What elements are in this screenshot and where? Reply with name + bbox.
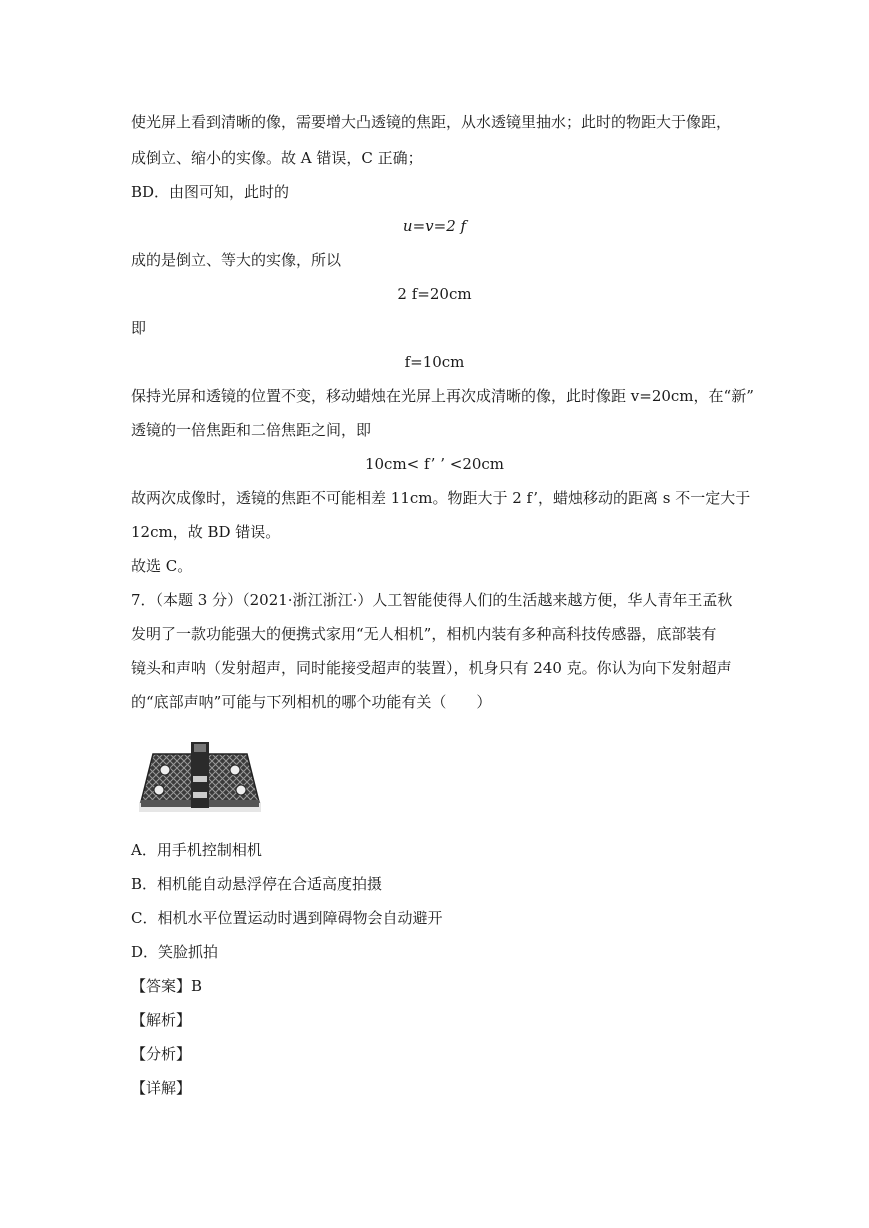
text-line: 透镜的一倍焦距和二倍焦距之间，即	[131, 421, 372, 439]
text-line: 成倒立、缩小的实像。故 A 错误，C 正确；	[131, 149, 423, 167]
text-line: 即	[131, 319, 147, 337]
drone-camera-image	[135, 740, 265, 816]
equation: 2 f=20cm	[397, 285, 472, 303]
text-line: 12cm，故 BD 错误。	[131, 523, 281, 541]
equation: f=10cm	[404, 353, 465, 371]
equation: 10cm< f’ ’ <20cm	[364, 455, 505, 473]
question-text: 的“底部声呐”可能与下列相机的哪个功能有关（ ）	[131, 693, 492, 711]
question-text: 镜头和声呐（发射超声，同时能接受超声的装置），机身只有 240 克。你认为向下发射超声	[131, 659, 732, 677]
text-line: 故两次成像时，透镜的焦距不可能相差 11cm。物距大于 2 f’，蜡烛移动的距离 s 不一定大于	[131, 489, 751, 507]
answer-label: 【答案】B	[131, 977, 203, 995]
text-line: 故选 C。	[131, 557, 193, 575]
detail-label: 【详解】	[131, 1079, 192, 1097]
option-c: C．相机水平位置运动时遇到障碍物会自动避开	[131, 909, 443, 927]
option-d: D．笑脸抓拍	[131, 943, 219, 961]
fenxi-label: 【分析】	[131, 1045, 192, 1063]
analysis-label: 【解析】	[131, 1011, 192, 1029]
option-b: B．相机能自动悬浮停在合适高度拍摄	[131, 875, 383, 893]
question-text: 7．（本题 3 分）（2021·浙江浙江·）人工智能使得人们的生活越来越方便，华人青年王孟秋	[131, 591, 733, 609]
text-line: 成的是倒立、等大的实像，所以	[131, 251, 342, 269]
option-a: A．用手机控制相机	[131, 841, 262, 859]
question-text: 发明了一款功能强大的便携式家用“无人相机”，相机内装有多种高科技传感器，底部装有	[131, 625, 717, 643]
text-line: 保持光屏和透镜的位置不变，移动蜡烛在光屏上再次成清晰的像，此时像距 v=20cm，在“新”	[131, 387, 754, 405]
equation: u=v=2 f	[402, 217, 467, 235]
text-line: BD．由图可知，此时的	[131, 183, 290, 201]
text-line: 使光屏上看到清晰的像，需要增大凸透镜的焦距，从水透镜里抽水；此时的物距大于像距，	[131, 113, 732, 131]
